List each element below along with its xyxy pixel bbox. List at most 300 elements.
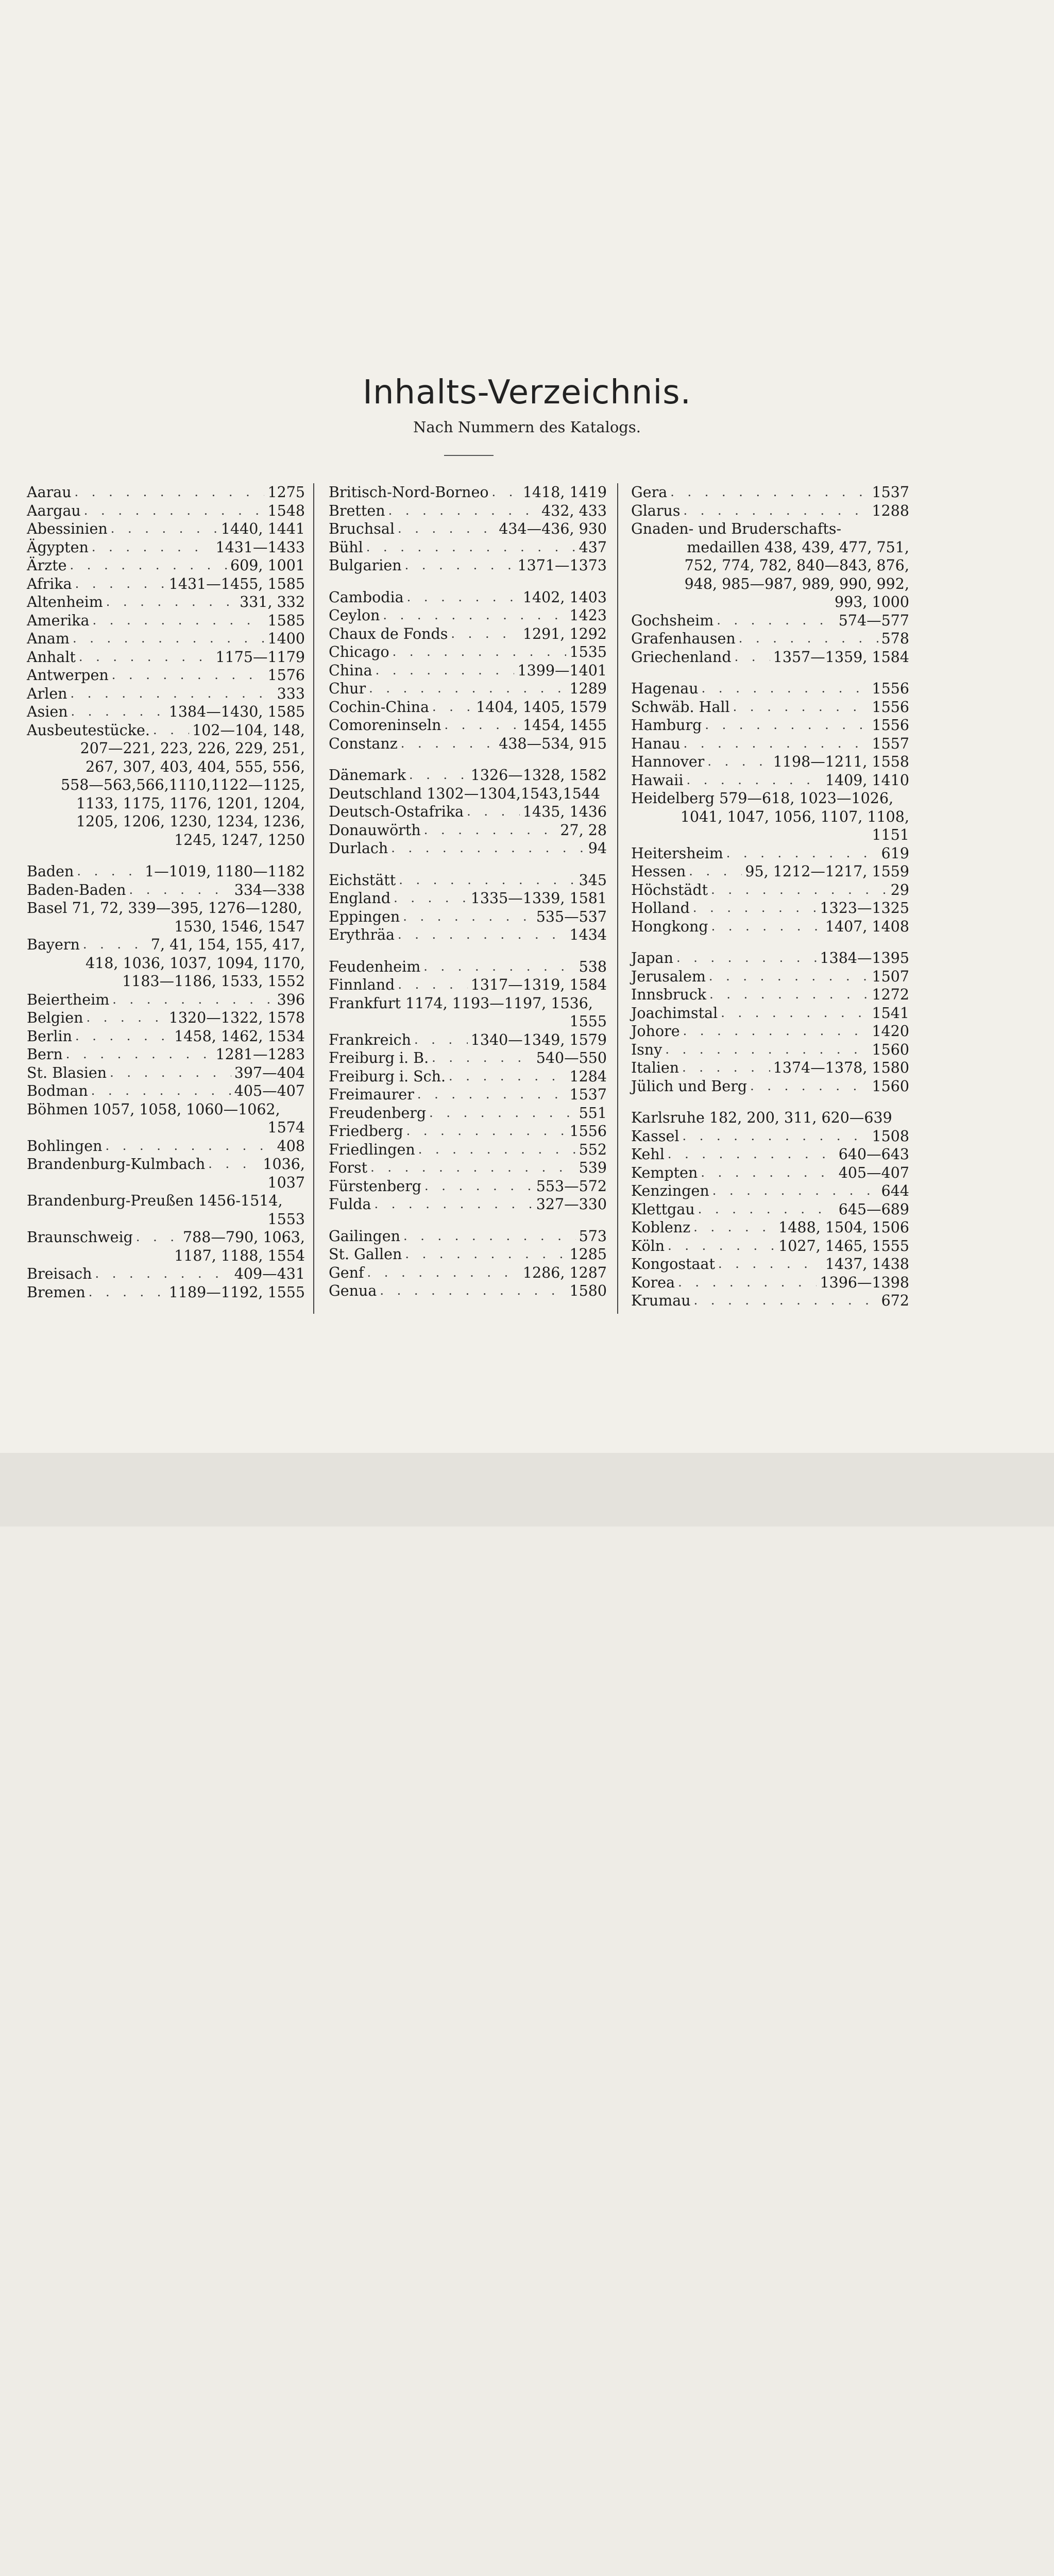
index-entry-name: Hessen xyxy=(631,863,686,880)
index-entry xyxy=(329,716,607,735)
title-divider xyxy=(444,455,494,456)
index-entry-name: Erythräa xyxy=(329,926,395,943)
dot-leader xyxy=(717,612,835,630)
index-entry-continuation: medaillen 438, 439, 477, 751, xyxy=(687,538,909,556)
index-entry xyxy=(631,630,909,648)
dot-leader xyxy=(684,735,869,753)
index-gap xyxy=(329,575,607,588)
index-entry-numbers: 1580 xyxy=(569,1282,607,1299)
index-entry-numbers: 672 xyxy=(881,1292,909,1309)
index-entry-name: Ceylon xyxy=(329,607,380,624)
index-entry-continuation: 752, 774, 782, 840—843, 876, xyxy=(684,557,909,574)
index-entry-name: Aarau xyxy=(27,484,72,501)
index-entry-numbers: 1285 xyxy=(569,1246,607,1263)
index-entry-numbers: 1326—1328, 1582 xyxy=(470,767,607,784)
dot-leader xyxy=(405,556,515,575)
index-entry xyxy=(27,593,305,612)
dot-leader xyxy=(87,1009,166,1027)
index-entry-numbers: 1431—1455, 1585 xyxy=(168,575,305,592)
dot-leader xyxy=(417,1086,567,1104)
index-entry-name: Aargau xyxy=(27,502,81,519)
dot-leader xyxy=(683,1022,869,1041)
index-gap xyxy=(631,666,909,680)
index-entry-name: Johore xyxy=(631,1023,680,1040)
index-entry-name: Hongkong xyxy=(631,918,708,935)
dot-leader xyxy=(398,976,467,994)
index-entry xyxy=(27,881,305,900)
index-entry-numbers: 1027, 1465, 1555 xyxy=(778,1237,909,1255)
index-entry-numbers: 1396—1398 xyxy=(820,1274,909,1291)
index-entry xyxy=(27,1064,305,1082)
index-entry xyxy=(329,839,607,858)
index-entry-numbers: 396 xyxy=(277,991,305,1008)
index-entry-name: Brandenburg-Kulmbach xyxy=(27,1156,206,1173)
index-entry xyxy=(329,994,607,1013)
index-entry xyxy=(27,1082,305,1100)
index-entry xyxy=(27,1027,305,1046)
dot-leader xyxy=(75,483,265,502)
dot-leader xyxy=(71,703,166,721)
index-entry xyxy=(329,785,607,803)
index-entry xyxy=(329,556,607,575)
index-column-3 xyxy=(631,483,909,1310)
index-entry-name: Cochin-China xyxy=(329,698,430,716)
index-entry-name: Constanz xyxy=(329,735,398,752)
index-entry xyxy=(631,716,909,735)
index-entry-name: Feudenheim xyxy=(329,958,421,975)
index-entry-continuation: 1187, 1188, 1554 xyxy=(174,1247,305,1264)
index-entry-name: Chaux de Fonds xyxy=(329,625,448,642)
index-entry xyxy=(27,520,305,538)
index-entry-name: Anhalt xyxy=(27,648,76,666)
index-entry xyxy=(631,771,909,790)
index-entry-name: Britisch-Nord-Borneo xyxy=(329,484,489,501)
index-entry-name: Köln xyxy=(631,1237,665,1255)
index-entry-continuation: 207—221, 223, 226, 229, 251, xyxy=(80,740,305,757)
column-divider xyxy=(617,483,618,1314)
dot-leader xyxy=(153,721,189,740)
dot-leader xyxy=(702,680,869,698)
index-entry xyxy=(329,1195,607,1214)
index-entry xyxy=(631,502,909,520)
index-entry-name: Hanau xyxy=(631,735,681,752)
index-entry-name: Frankfurt 1174, 1193—1197, 1536, xyxy=(329,994,593,1012)
dot-leader xyxy=(110,1064,231,1082)
index-entry xyxy=(631,949,909,968)
index-entry-numbers: 1576 xyxy=(267,667,305,684)
index-entry-continuation: 1574 xyxy=(267,1119,305,1136)
dot-leader xyxy=(683,502,869,520)
index-entry-numbers: 331, 332 xyxy=(240,594,305,611)
index-entry-name: Bodman xyxy=(27,1082,88,1099)
index-entry-name: Gera xyxy=(631,484,668,501)
index-entry xyxy=(329,1031,607,1049)
dot-leader xyxy=(682,1059,770,1077)
index-entry xyxy=(329,803,607,821)
index-entry xyxy=(27,538,305,557)
index-entry-name: Kehl xyxy=(631,1146,665,1163)
index-entry-numbers: 345 xyxy=(579,871,607,889)
index-entry-numbers: 409—431 xyxy=(234,1265,305,1282)
dot-leader xyxy=(665,1041,869,1059)
index-entry-numbers: 1374—1378, 1580 xyxy=(773,1059,909,1076)
index-entry-numbers: 609, 1001 xyxy=(230,557,305,574)
index-entry xyxy=(27,1155,305,1174)
index-entry-name: Gochsheim xyxy=(631,612,714,629)
index-entry-numbers: 553—572 xyxy=(536,1177,607,1195)
index-gap xyxy=(631,1095,909,1109)
dot-leader xyxy=(739,630,878,648)
index-entry-numbers: 1440, 1441 xyxy=(220,520,305,537)
dot-leader xyxy=(418,1141,576,1159)
index-entry-numbers: 1281—1283 xyxy=(215,1046,305,1063)
dot-leader xyxy=(683,1127,869,1146)
dot-leader xyxy=(423,958,575,976)
dot-leader xyxy=(733,698,869,717)
dot-leader xyxy=(668,1145,836,1164)
index-entry-name: Anam xyxy=(27,630,70,647)
dot-leader xyxy=(678,1274,817,1292)
dot-leader xyxy=(383,606,566,625)
index-entry-continuation: 993, 1000 xyxy=(834,594,909,611)
index-entry-name: Basel 71, 72, 339—395, 1276—1280, xyxy=(27,900,302,917)
index-entry-continuation: 1553 xyxy=(267,1210,305,1228)
index-entry-numbers: 432, 433 xyxy=(541,502,607,519)
index-entry-name: Grafenhausen xyxy=(631,630,736,647)
index-entry xyxy=(27,630,305,648)
dot-leader xyxy=(451,625,519,643)
dot-leader xyxy=(444,716,519,735)
dot-leader xyxy=(670,483,869,502)
index-entry-numbers: 1036, xyxy=(263,1156,305,1173)
index-entry xyxy=(27,685,305,703)
index-entry xyxy=(329,1049,607,1067)
index-entry xyxy=(329,908,607,926)
index-entry-continuation: 1133, 1175, 1176, 1201, 1204, xyxy=(76,794,305,812)
index-entry-name: Holland xyxy=(631,900,690,917)
dot-leader xyxy=(701,1164,835,1182)
index-entry-name: Innsbruck xyxy=(631,986,707,1003)
index-entry-numbers: 1340—1349, 1579 xyxy=(470,1031,607,1048)
index-entry-name: Asien xyxy=(27,703,68,720)
index-entry-numbers: 1535 xyxy=(569,643,607,660)
index-entry xyxy=(631,648,909,667)
dot-leader xyxy=(709,968,869,986)
dot-leader xyxy=(83,936,148,954)
index-entry-name: Friedlingen xyxy=(329,1141,415,1158)
index-entry-name: Höchstädt xyxy=(631,881,708,899)
index-entry-name: Deutschland 1302—1304,1543,1544 xyxy=(329,785,600,802)
index-entry-name: Afrika xyxy=(27,575,72,592)
dot-leader xyxy=(711,881,888,900)
index-entry-name: Kenzingen xyxy=(631,1182,709,1199)
index-entry-name: Arlen xyxy=(27,685,67,702)
index-entry-name: Kongostaat xyxy=(631,1256,715,1273)
index-entry-continuation: 1530, 1546, 1547 xyxy=(174,918,305,935)
index-entry-name: Japan xyxy=(631,950,674,967)
dot-leader xyxy=(694,1292,878,1310)
dot-leader xyxy=(95,1265,231,1283)
index-entry-numbers: 1407, 1408 xyxy=(825,918,909,935)
index-entry-numbers: 29 xyxy=(890,881,909,899)
index-entry-name: Jülich und Berg xyxy=(631,1077,747,1095)
dot-leader xyxy=(398,520,496,538)
index-entry xyxy=(27,721,305,740)
index-entry xyxy=(329,1264,607,1282)
index-entry-numbers: 408 xyxy=(277,1137,305,1155)
column-divider xyxy=(313,483,314,1314)
index-entry-numbers: 1284 xyxy=(569,1067,607,1085)
index-entry xyxy=(631,1218,909,1237)
page-title: Inhalts-Verzeichnis. xyxy=(363,374,691,412)
index-entry-numbers: 1556 xyxy=(872,698,909,716)
index-entry-numbers: 1289 xyxy=(569,680,607,697)
index-entry-name: Fulda xyxy=(329,1196,371,1213)
index-entry-name: Frankreich xyxy=(329,1031,411,1048)
index-entry xyxy=(27,862,305,881)
index-entry-numbers: 1488, 1504, 1506 xyxy=(778,1219,909,1236)
index-entry-continuation: 1037 xyxy=(267,1174,305,1191)
dot-leader xyxy=(735,648,770,667)
index-entry xyxy=(27,1045,305,1064)
index-entry-name: Gnaden- und Bruderschafts- xyxy=(631,520,842,537)
index-entry-numbers: 535—537 xyxy=(536,908,607,925)
index-entry-numbers: 1454, 1455 xyxy=(522,717,607,734)
index-entry xyxy=(329,1177,607,1196)
index-entry-numbers: 94 xyxy=(588,840,607,857)
index-entry xyxy=(329,889,607,908)
dot-leader xyxy=(77,862,142,881)
index-entry xyxy=(329,1104,607,1123)
index-entry xyxy=(329,1086,607,1104)
dot-leader xyxy=(432,698,473,717)
dot-leader xyxy=(698,1200,836,1219)
index-entry-numbers: 1335—1339, 1581 xyxy=(470,890,607,907)
index-entry-numbers: 538 xyxy=(579,958,607,975)
index-entry-numbers: 1434 xyxy=(569,926,607,943)
index-entry xyxy=(631,1255,909,1274)
index-entry-continuation: 1555 xyxy=(569,1013,607,1030)
dot-leader xyxy=(432,1049,533,1067)
dot-leader xyxy=(709,986,869,1004)
dot-leader xyxy=(369,680,566,698)
index-entry xyxy=(329,735,607,753)
index-entry xyxy=(329,538,607,557)
index-entry xyxy=(631,968,909,986)
dot-leader xyxy=(376,662,515,680)
index-entry xyxy=(329,698,607,717)
index-entry xyxy=(631,862,909,881)
index-entry-numbers: 1320—1322, 1578 xyxy=(168,1009,305,1026)
index-entry-name: Antwerpen xyxy=(27,667,109,684)
index-entry-numbers: 640—643 xyxy=(838,1146,909,1163)
dot-leader xyxy=(394,889,468,908)
dot-leader xyxy=(66,1045,213,1064)
index-entry-numbers: 1458, 1462, 1534 xyxy=(174,1027,305,1045)
index-entry-numbers: 1—1019, 1180—1182 xyxy=(145,863,305,880)
index-entry-name: Forst xyxy=(329,1159,368,1176)
index-entry-numbers: 1402, 1403 xyxy=(522,588,607,606)
index-entry-numbers: 1175—1179 xyxy=(215,648,305,666)
index-entry-numbers: 327—330 xyxy=(536,1196,607,1213)
index-entry-name: Jerusalem xyxy=(631,968,706,985)
index-entry-name: Bern xyxy=(27,1046,63,1063)
index-entry xyxy=(329,1067,607,1086)
index-entry xyxy=(27,575,305,594)
index-entry xyxy=(329,976,607,994)
dot-leader xyxy=(111,520,218,538)
dot-leader xyxy=(403,908,533,926)
index-entry-numbers: 27, 28 xyxy=(560,821,607,839)
index-entry-name: Bretten xyxy=(329,502,385,519)
index-entry xyxy=(631,899,909,918)
index-entry-name: Bremen xyxy=(27,1283,86,1301)
index-entry-name: Böhmen 1057, 1058, 1060—1062, xyxy=(27,1100,280,1118)
index-entry-name: Durlach xyxy=(329,840,388,857)
index-entry-name: Griechenland xyxy=(631,648,732,666)
dot-leader xyxy=(449,1067,566,1086)
index-entry xyxy=(631,1127,909,1146)
dot-leader xyxy=(726,844,878,863)
index-entry-name: Bühl xyxy=(329,538,363,556)
index-entry-numbers: 1548 xyxy=(267,502,305,519)
index-entry-name: Eppingen xyxy=(329,908,400,925)
dot-leader xyxy=(424,1177,533,1196)
index-entry xyxy=(631,918,909,936)
dot-leader xyxy=(75,1027,171,1046)
dot-leader xyxy=(84,502,265,520)
index-entry xyxy=(27,991,305,1009)
index-entry-numbers: 645—689 xyxy=(838,1200,909,1218)
index-entry-numbers: 1560 xyxy=(872,1041,909,1058)
index-entry xyxy=(329,680,607,698)
index-entry-numbers: 437 xyxy=(579,538,607,556)
index-entry-continuation: 1151 xyxy=(872,826,909,843)
index-entry xyxy=(27,1283,305,1302)
dot-leader xyxy=(367,1264,520,1282)
index-entry-continuation: 1183—1186, 1533, 1552 xyxy=(122,973,305,990)
index-entry-numbers: 1418, 1419 xyxy=(522,484,607,501)
index-entry-continuation: 1041, 1047, 1056, 1107, 1108, xyxy=(680,808,909,825)
index-entry xyxy=(329,766,607,785)
index-entry-name: Ärzte xyxy=(27,557,67,574)
dot-leader xyxy=(393,643,567,662)
index-entry xyxy=(329,520,607,538)
index-entry xyxy=(329,1282,607,1300)
index-entry xyxy=(631,789,909,808)
index-entry-name: Bulgarien xyxy=(329,557,402,574)
index-column-2 xyxy=(329,483,607,1300)
index-entry-numbers: 1198—1211, 1558 xyxy=(773,753,909,770)
index-entry xyxy=(27,666,305,685)
index-entry-numbers: 1323—1325 xyxy=(820,900,909,917)
index-entry xyxy=(631,986,909,1004)
index-entry-name: Koblenz xyxy=(631,1219,691,1236)
dot-leader xyxy=(79,648,213,667)
index-entry-numbers: 1507 xyxy=(872,968,909,985)
index-entry-name: England xyxy=(329,890,391,907)
index-entry xyxy=(631,1237,909,1256)
index-entry-numbers: 1400 xyxy=(267,630,305,647)
index-entry xyxy=(631,520,909,538)
dot-leader xyxy=(401,735,496,753)
dot-leader xyxy=(689,862,742,881)
index-entry-numbers: 1399—1401 xyxy=(517,662,607,679)
index-column-1 xyxy=(27,483,305,1301)
dot-leader xyxy=(492,483,520,502)
dot-leader xyxy=(398,926,567,944)
dot-leader xyxy=(71,685,274,703)
index-entry-numbers: 1291, 1292 xyxy=(522,625,607,642)
page-subtitle: Nach Nummern des Katalogs. xyxy=(413,418,641,436)
index-gap xyxy=(329,858,607,871)
index-entry-name: Deutsch-Ostafrika xyxy=(329,803,464,820)
dot-leader xyxy=(92,538,213,557)
index-entry-continuation: 1245, 1247, 1250 xyxy=(174,831,305,849)
dot-leader xyxy=(711,918,822,936)
index-entry-numbers: 1288 xyxy=(872,502,909,519)
dot-leader xyxy=(399,871,575,890)
index-entry xyxy=(329,502,607,520)
index-entry xyxy=(631,753,909,771)
dot-leader xyxy=(75,575,166,594)
dot-leader xyxy=(403,1227,576,1246)
dot-leader xyxy=(676,949,817,968)
index-entry xyxy=(631,881,909,900)
dot-leader xyxy=(693,1218,775,1237)
index-entry-name: Friedberg xyxy=(329,1123,403,1140)
index-entry-name: Joachimstal xyxy=(631,1004,718,1022)
index-entry xyxy=(631,698,909,717)
index-entry-numbers: 1371—1373 xyxy=(517,557,607,574)
index-entry-numbers: 95, 1212—1217, 1559 xyxy=(745,863,909,880)
index-entry-name: Bruchsal xyxy=(329,520,395,537)
index-gap xyxy=(329,753,607,766)
index-entry-numbers: 539 xyxy=(579,1159,607,1176)
index-entry xyxy=(631,1292,909,1310)
index-entry xyxy=(631,680,909,698)
index-entry-numbers: 1508 xyxy=(872,1127,909,1145)
viewer-footer xyxy=(0,1453,1054,1527)
dot-leader xyxy=(91,1082,231,1100)
index-entry-name: Fürstenberg xyxy=(329,1177,422,1195)
index-entry xyxy=(631,612,909,630)
index-entry-numbers: 540—550 xyxy=(536,1049,607,1066)
index-entry-numbers: 573 xyxy=(579,1227,607,1245)
dot-leader xyxy=(374,1195,533,1214)
index-entry xyxy=(27,703,305,721)
index-entry-numbers: 1585 xyxy=(267,612,305,629)
index-entry-continuation: 267, 307, 403, 404, 555, 556, xyxy=(85,758,305,775)
index-entry-numbers: 1423 xyxy=(569,607,607,624)
dot-leader xyxy=(391,839,585,858)
index-entry-numbers: 1556 xyxy=(872,680,909,697)
index-entry-name: Hawaii xyxy=(631,771,684,789)
index-entry xyxy=(27,1009,305,1027)
index-entry-name: China xyxy=(329,662,372,679)
index-entry-continuation: 948, 985—987, 989, 990, 992, xyxy=(684,575,909,592)
index-entry xyxy=(631,1274,909,1292)
index-entry-name: Comoreninseln xyxy=(329,717,441,734)
index-entry xyxy=(631,844,909,863)
dot-leader xyxy=(106,1137,274,1156)
index-entry-continuation: 1205, 1206, 1230, 1234, 1236, xyxy=(76,813,305,830)
index-entry xyxy=(631,1200,909,1219)
index-entry-name: Genf xyxy=(329,1264,364,1281)
index-entry-numbers: 788—790, 1063, xyxy=(182,1229,305,1246)
index-entry xyxy=(329,821,607,840)
dot-leader xyxy=(106,593,236,612)
